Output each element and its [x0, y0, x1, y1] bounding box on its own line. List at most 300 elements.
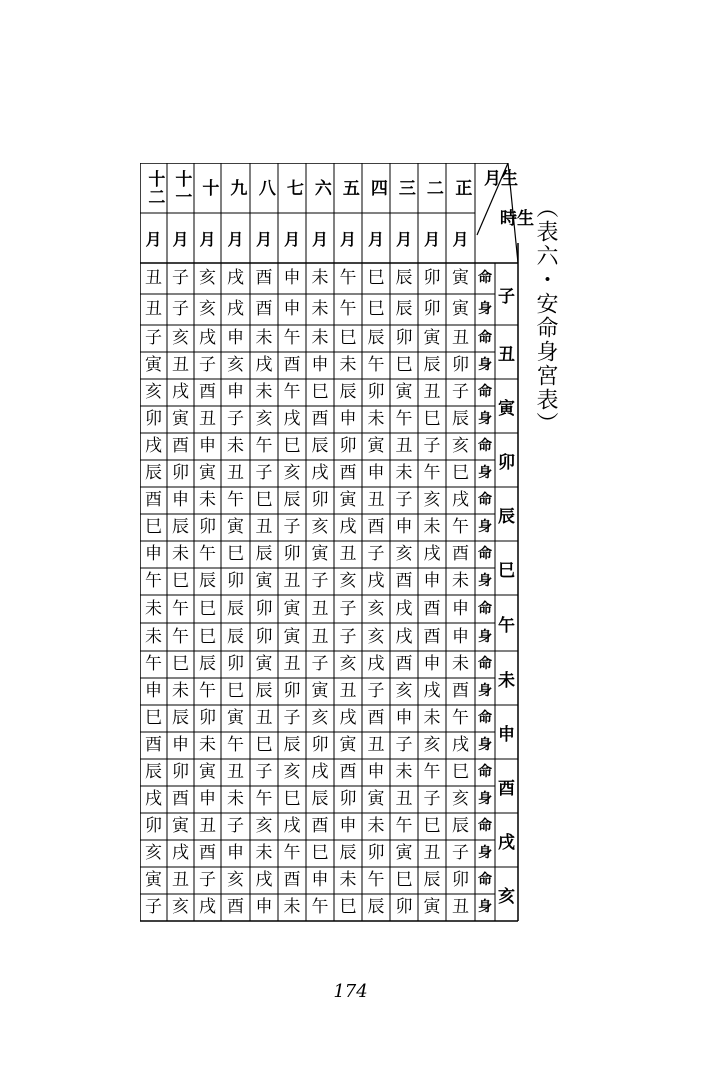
shen-palace-cell: 子: [227, 409, 244, 429]
shen-palace-cell: 午: [172, 626, 189, 647]
shen-palace-cell: 子: [367, 681, 385, 701]
ming-palace-cell: 申: [339, 816, 357, 836]
ming-palace-cell: 寅: [199, 762, 216, 782]
ming-palace-cell: 巳: [255, 490, 273, 510]
month-header-top: 七: [282, 179, 303, 197]
shen-palace-cell: 巳: [423, 409, 441, 429]
birth-time-label: 申: [498, 724, 515, 745]
shen-palace-cell: 酉: [172, 789, 189, 809]
shen-palace-cell: 寅: [367, 789, 385, 809]
ming-palace-cell: 申: [227, 382, 244, 402]
ming-palace-cell: 卯: [423, 268, 441, 288]
shen-palace-cell: 丑: [339, 681, 357, 701]
ming-palace-cell: 子: [199, 870, 216, 890]
ming-palace-cell: 寅: [395, 382, 413, 402]
month-header-top: 九: [226, 179, 247, 197]
shen-palace-cell: 戌: [395, 626, 413, 647]
month-header-bottom: 月: [145, 229, 162, 249]
ming-palace-cell: 戌: [172, 382, 189, 402]
shen-palace-cell: 戌: [339, 517, 357, 537]
shen-palace-cell: 未: [172, 681, 189, 701]
ming-palace-cell: 卯: [227, 654, 244, 674]
shen-palace-cell: 丑: [311, 626, 329, 647]
shen-palace-cell: 戌: [172, 843, 189, 863]
shen-palace-cell: 辰: [395, 299, 413, 319]
ming-label: 命: [478, 492, 492, 509]
shen-palace-cell: 巳: [339, 897, 357, 917]
ming-label: 命: [478, 546, 492, 563]
corner-label-month: 生月: [480, 169, 517, 186]
ming-palace-cell: 午: [199, 544, 216, 564]
shen-palace-cell: 戌: [145, 789, 162, 809]
month-header-bottom: 月: [395, 229, 412, 249]
shen-palace-cell: 酉: [452, 681, 469, 701]
shen-palace-cell: 卯: [199, 517, 216, 537]
shen-palace-cell: 子: [172, 299, 189, 319]
ming-palace-cell: 子: [423, 436, 441, 456]
ming-palace-cell: 丑: [172, 870, 189, 890]
month-header-bottom: 月: [199, 229, 216, 249]
shen-palace-cell: 戌: [255, 355, 273, 375]
ming-palace-cell: 丑: [145, 268, 162, 288]
shen-palace-cell: 卯: [255, 626, 273, 647]
ming-palace-cell: 酉: [395, 654, 413, 674]
shen-palace-cell: 卯: [367, 843, 385, 863]
ming-palace-cell: 亥: [227, 870, 244, 890]
shen-palace-cell: 卯: [227, 571, 244, 591]
ming-palace-cell: 子: [172, 268, 189, 288]
month-header-top: 十: [198, 179, 219, 197]
shen-palace-cell: 亥: [172, 897, 189, 917]
shen-palace-cell: 午: [255, 789, 273, 809]
month-header-bottom: 月: [283, 229, 300, 249]
ming-palace-cell: 卯: [395, 328, 413, 348]
shen-label: 身: [478, 411, 492, 428]
shen-palace-cell: 寅: [199, 463, 216, 483]
shen-palace-cell: 寅: [311, 681, 329, 701]
ming-palace-cell: 丑: [395, 436, 413, 456]
ming-palace-cell: 戌: [311, 762, 329, 782]
ming-palace-cell: 卯: [452, 870, 469, 890]
ming-palace-cell: 酉: [311, 816, 329, 836]
shen-palace-cell: 丑: [283, 571, 301, 591]
ming-palace-cell: 辰: [395, 268, 413, 288]
shen-label: 身: [478, 683, 492, 700]
shen-palace-cell: 辰: [283, 735, 301, 755]
shen-palace-cell: 卯: [423, 299, 441, 319]
ming-palace-cell: 巳: [367, 268, 385, 288]
ming-palace-cell: 未: [145, 598, 162, 619]
ming-palace-cell: 丑: [339, 544, 357, 564]
page-number: 174: [333, 981, 368, 1002]
ming-palace-cell: 巳: [172, 654, 189, 674]
shen-palace-cell: 巳: [311, 843, 329, 863]
shen-palace-cell: 亥: [227, 355, 244, 375]
ming-label: 命: [478, 270, 492, 287]
ming-palace-cell: 寅: [367, 436, 385, 456]
shen-palace-cell: 巳: [145, 517, 162, 537]
ming-palace-cell: 酉: [283, 870, 301, 890]
shen-palace-cell: 寅: [255, 571, 273, 591]
shen-palace-cell: 午: [339, 299, 357, 319]
ming-palace-cell: 辰: [452, 816, 469, 836]
ming-palace-cell: 亥: [145, 382, 162, 402]
shen-label: 身: [478, 628, 492, 645]
ming-palace-cell: 午: [255, 436, 273, 456]
month-header-bottom: 月: [452, 229, 469, 249]
shen-palace-cell: 午: [145, 571, 162, 591]
shen-palace-cell: 亥: [199, 299, 216, 319]
shen-palace-cell: 午: [367, 355, 385, 375]
shen-palace-cell: 酉: [255, 299, 273, 319]
birth-time-label: 寅: [498, 398, 515, 419]
ming-palace-cell: 午: [395, 816, 413, 836]
shen-palace-cell: 巳: [172, 571, 189, 591]
shen-palace-cell: 丑: [255, 517, 273, 537]
ming-palace-cell: 辰: [339, 382, 357, 402]
shen-palace-cell: 申: [339, 409, 357, 429]
shen-palace-cell: 子: [283, 517, 301, 537]
shen-palace-cell: 丑: [199, 409, 216, 429]
ming-palace-cell: 未: [367, 816, 385, 836]
shen-label: 身: [478, 573, 492, 590]
shen-palace-cell: 辰: [367, 897, 385, 917]
ming-palace-cell: 戌: [339, 708, 357, 728]
shen-palace-cell: 寅: [395, 843, 413, 863]
table-title: （表六・安命身宮表）: [533, 196, 558, 436]
shen-palace-cell: 未: [283, 897, 301, 917]
shen-palace-cell: 戌: [452, 735, 469, 755]
birth-time-label: 酉: [498, 778, 515, 799]
shen-palace-cell: 未: [145, 626, 162, 647]
ming-palace-cell: 戌: [145, 436, 162, 456]
ming-palace-cell: 申: [423, 654, 441, 674]
shen-palace-cell: 午: [311, 897, 329, 917]
month-header-top: 正: [451, 179, 472, 197]
shen-palace-cell: 未: [255, 843, 273, 863]
shen-palace-cell: 亥: [145, 843, 162, 863]
ming-palace-cell: 巳: [311, 382, 329, 402]
shen-palace-cell: 丑: [145, 299, 162, 319]
ming-palace-cell: 未: [227, 436, 244, 456]
ming-palace-cell: 未: [199, 490, 216, 510]
shen-palace-cell: 亥: [367, 626, 385, 647]
ming-palace-cell: 未: [395, 762, 413, 782]
shen-palace-cell: 申: [255, 897, 273, 917]
ming-palace-cell: 戌: [283, 816, 301, 836]
shen-palace-cell: 卯: [339, 789, 357, 809]
shen-palace-cell: 亥: [339, 571, 357, 591]
ming-label: 命: [478, 330, 492, 347]
shen-palace-cell: 寅: [172, 409, 189, 429]
shen-palace-cell: 申: [199, 789, 216, 809]
ming-palace-cell: 申: [227, 328, 244, 348]
ming-palace-cell: 申: [452, 598, 469, 619]
shen-palace-cell: 丑: [452, 897, 469, 917]
ming-palace-cell: 子: [311, 654, 329, 674]
shen-palace-cell: 酉: [311, 409, 329, 429]
shen-label: 身: [478, 899, 492, 916]
month-header-bottom: 月: [311, 229, 328, 249]
shen-palace-cell: 子: [255, 463, 273, 483]
ming-palace-cell: 子: [339, 598, 357, 619]
shen-palace-cell: 亥: [423, 735, 441, 755]
month-header-bottom: 月: [255, 229, 272, 249]
ming-palace-cell: 酉: [423, 598, 441, 619]
ming-palace-cell: 卯: [283, 544, 301, 564]
ming-palace-cell: 申: [395, 708, 413, 728]
shen-palace-cell: 未: [311, 299, 329, 319]
ming-palace-cell: 戌: [452, 490, 469, 510]
ming-palace-cell: 卯: [145, 816, 162, 836]
ming-palace-cell: 丑: [227, 762, 244, 782]
birth-time-label: 辰: [498, 506, 515, 527]
ming-palace-cell: 丑: [452, 328, 469, 348]
birth-time-label: 丑: [498, 344, 515, 365]
shen-palace-cell: 酉: [145, 735, 162, 755]
ming-palace-cell: 午: [283, 328, 301, 348]
ming-palace-cell: 寅: [452, 268, 469, 288]
shen-palace-cell: 巳: [283, 789, 301, 809]
shen-palace-cell: 午: [283, 843, 301, 863]
ming-palace-cell: 子: [452, 382, 469, 402]
month-header-top: 十二: [144, 170, 165, 206]
shen-palace-cell: 午: [227, 735, 244, 755]
ming-palace-cell: 亥: [395, 544, 413, 564]
shen-palace-cell: 寅: [283, 626, 301, 647]
ming-palace-cell: 卯: [172, 762, 189, 782]
corner-label-time: 生時: [496, 209, 533, 226]
ming-palace-cell: 辰: [255, 544, 273, 564]
month-header-top: 三: [394, 179, 415, 197]
ming-palace-cell: 卯: [255, 598, 273, 619]
ming-palace-cell: 寅: [145, 870, 162, 890]
ming-palace-cell: 午: [172, 598, 189, 619]
ming-palace-cell: 丑: [199, 816, 216, 836]
ming-palace-cell: 午: [283, 382, 301, 402]
ming-palace-cell: 申: [311, 870, 329, 890]
shen-palace-cell: 辰: [199, 571, 216, 591]
shen-palace-cell: 丑: [367, 735, 385, 755]
shen-palace-cell: 寅: [145, 355, 162, 375]
ming-palace-cell: 未: [255, 382, 273, 402]
shen-palace-cell: 申: [423, 571, 441, 591]
shen-palace-cell: 辰: [172, 517, 189, 537]
shen-palace-cell: 辰: [339, 843, 357, 863]
ming-palace-cell: 寅: [255, 654, 273, 674]
shen-palace-cell: 子: [452, 843, 469, 863]
shen-palace-cell: 巳: [452, 463, 469, 483]
shen-palace-cell: 卯: [172, 463, 189, 483]
ming-palace-cell: 辰: [199, 654, 216, 674]
ming-palace-cell: 酉: [172, 436, 189, 456]
ming-palace-cell: 未: [311, 268, 329, 288]
shen-label: 身: [478, 357, 492, 374]
shen-label: 身: [478, 737, 492, 754]
ming-palace-cell: 申: [145, 544, 162, 564]
ming-palace-cell: 丑: [255, 708, 273, 728]
shen-palace-cell: 申: [227, 843, 244, 863]
month-header-bottom: 月: [227, 229, 244, 249]
shen-palace-cell: 午: [452, 517, 469, 537]
shen-palace-cell: 未: [339, 355, 357, 375]
ming-palace-cell: 戌: [255, 870, 273, 890]
shen-palace-cell: 午: [199, 681, 216, 701]
ming-palace-cell: 卯: [311, 490, 329, 510]
ming-palace-cell: 戌: [367, 654, 385, 674]
shen-palace-cell: 寅: [452, 299, 469, 319]
shen-palace-cell: 巳: [227, 681, 244, 701]
ming-palace-cell: 亥: [311, 708, 329, 728]
birth-time-label: 未: [498, 670, 515, 691]
ming-palace-cell: 酉: [255, 268, 273, 288]
ming-palace-cell: 巳: [199, 598, 216, 619]
ming-label: 命: [478, 600, 492, 617]
shen-palace-cell: 辰: [145, 463, 162, 483]
shen-palace-cell: 寅: [339, 735, 357, 755]
shen-palace-cell: 卯: [452, 355, 469, 375]
month-header-top: 八: [254, 179, 275, 197]
ming-label: 命: [478, 384, 492, 401]
shen-palace-cell: 亥: [283, 463, 301, 483]
ming-label: 命: [478, 872, 492, 889]
birth-time-label: 戌: [498, 832, 515, 853]
shen-palace-cell: 未: [367, 409, 385, 429]
shen-palace-cell: 戌: [423, 681, 441, 701]
ming-palace-cell: 未: [423, 708, 441, 728]
ming-palace-cell: 巳: [452, 762, 469, 782]
ming-palace-cell: 亥: [452, 436, 469, 456]
ming-palace-cell: 申: [199, 436, 216, 456]
shen-palace-cell: 酉: [367, 517, 385, 537]
ming-palace-cell: 子: [255, 762, 273, 782]
ming-label: 命: [478, 710, 492, 727]
ming-palace-cell: 午: [423, 762, 441, 782]
shen-palace-cell: 子: [311, 571, 329, 591]
ming-label: 命: [478, 656, 492, 673]
birth-time-label: 卯: [498, 452, 515, 473]
ming-palace-cell: 丑: [283, 654, 301, 674]
month-header-top: 四: [366, 179, 387, 197]
shen-palace-cell: 酉: [395, 571, 413, 591]
ming-palace-cell: 亥: [423, 490, 441, 510]
ming-palace-cell: 子: [283, 708, 301, 728]
shen-palace-cell: 酉: [283, 355, 301, 375]
ming-palace-cell: 子: [145, 328, 162, 348]
shen-palace-cell: 丑: [227, 463, 244, 483]
ming-palace-cell: 巳: [227, 544, 244, 564]
shen-palace-cell: 辰: [227, 626, 244, 647]
shen-palace-cell: 寅: [227, 517, 244, 537]
ming-palace-cell: 未: [311, 328, 329, 348]
month-header-top: 六: [310, 179, 331, 197]
ming-palace-cell: 戌: [395, 598, 413, 619]
shen-palace-cell: 辰: [311, 789, 329, 809]
ming-palace-cell: 寅: [339, 490, 357, 510]
ming-palace-cell: 未: [255, 328, 273, 348]
shen-palace-cell: 戌: [367, 571, 385, 591]
shen-palace-cell: 未: [395, 463, 413, 483]
shen-palace-cell: 巳: [367, 299, 385, 319]
ming-palace-cell: 亥: [339, 654, 357, 674]
shen-palace-cell: 申: [367, 463, 385, 483]
shen-label: 身: [478, 791, 492, 808]
ming-palace-cell: 辰: [423, 870, 441, 890]
shen-palace-cell: 未: [423, 517, 441, 537]
ming-palace-cell: 寅: [172, 816, 189, 836]
shen-palace-cell: 申: [395, 517, 413, 537]
shen-palace-cell: 巳: [395, 355, 413, 375]
ming-palace-cell: 卯: [367, 382, 385, 402]
ming-palace-cell: 戌: [199, 328, 216, 348]
shen-palace-cell: 寅: [423, 897, 441, 917]
month-header-bottom: 月: [172, 229, 189, 249]
ming-palace-cell: 午: [339, 268, 357, 288]
ming-palace-cell: 戌: [227, 268, 244, 288]
shen-palace-cell: 戌: [311, 463, 329, 483]
birth-time-label: 子: [498, 286, 515, 307]
shen-palace-cell: 子: [145, 897, 162, 917]
shen-palace-cell: 卯: [395, 897, 413, 917]
shen-palace-cell: 辰: [423, 355, 441, 375]
ming-palace-cell: 午: [452, 708, 469, 728]
shen-palace-cell: 未: [227, 789, 244, 809]
ming-palace-cell: 酉: [452, 544, 469, 564]
birth-time-label: 巳: [498, 560, 515, 581]
month-header-bottom: 月: [423, 229, 440, 249]
shen-palace-cell: 申: [172, 735, 189, 755]
ming-palace-cell: 午: [367, 870, 385, 890]
ming-palace-cell: 未: [172, 544, 189, 564]
shen-label: 身: [478, 465, 492, 482]
ming-palace-cell: 亥: [255, 816, 273, 836]
ming-palace-cell: 巳: [395, 870, 413, 890]
ming-palace-cell: 巳: [423, 816, 441, 836]
birth-time-label: 亥: [498, 886, 515, 907]
ming-palace-cell: 巳: [283, 436, 301, 456]
month-header-top: 五: [338, 179, 359, 197]
ming-label: 命: [478, 818, 492, 835]
shen-palace-cell: 戌: [227, 299, 244, 319]
ming-palace-cell: 巳: [145, 708, 162, 728]
shen-palace-cell: 申: [452, 626, 469, 647]
ming-label: 命: [478, 438, 492, 455]
ming-palace-cell: 寅: [311, 544, 329, 564]
ming-palace-cell: 申: [367, 762, 385, 782]
shen-palace-cell: 亥: [255, 409, 273, 429]
shen-palace-cell: 子: [395, 735, 413, 755]
shen-palace-cell: 巳: [199, 626, 216, 647]
shen-palace-cell: 卯: [283, 681, 301, 701]
ming-palace-cell: 卯: [199, 708, 216, 728]
shen-palace-cell: 酉: [227, 897, 244, 917]
shen-palace-cell: 子: [199, 355, 216, 375]
shen-palace-cell: 巳: [255, 735, 273, 755]
ming-palace-cell: 辰: [227, 598, 244, 619]
ming-palace-cell: 申: [283, 268, 301, 288]
ming-palace-cell: 辰: [311, 436, 329, 456]
birth-time-label: 午: [498, 615, 515, 636]
shen-label: 身: [478, 301, 492, 318]
ming-palace-cell: 午: [145, 654, 162, 674]
ming-palace-cell: 戌: [423, 544, 441, 564]
shen-palace-cell: 子: [423, 789, 441, 809]
ming-palace-cell: 丑: [367, 490, 385, 510]
shen-palace-cell: 亥: [311, 517, 329, 537]
ming-palace-cell: 子: [367, 544, 385, 564]
shen-palace-cell: 子: [339, 626, 357, 647]
shen-palace-cell: 戌: [283, 409, 301, 429]
